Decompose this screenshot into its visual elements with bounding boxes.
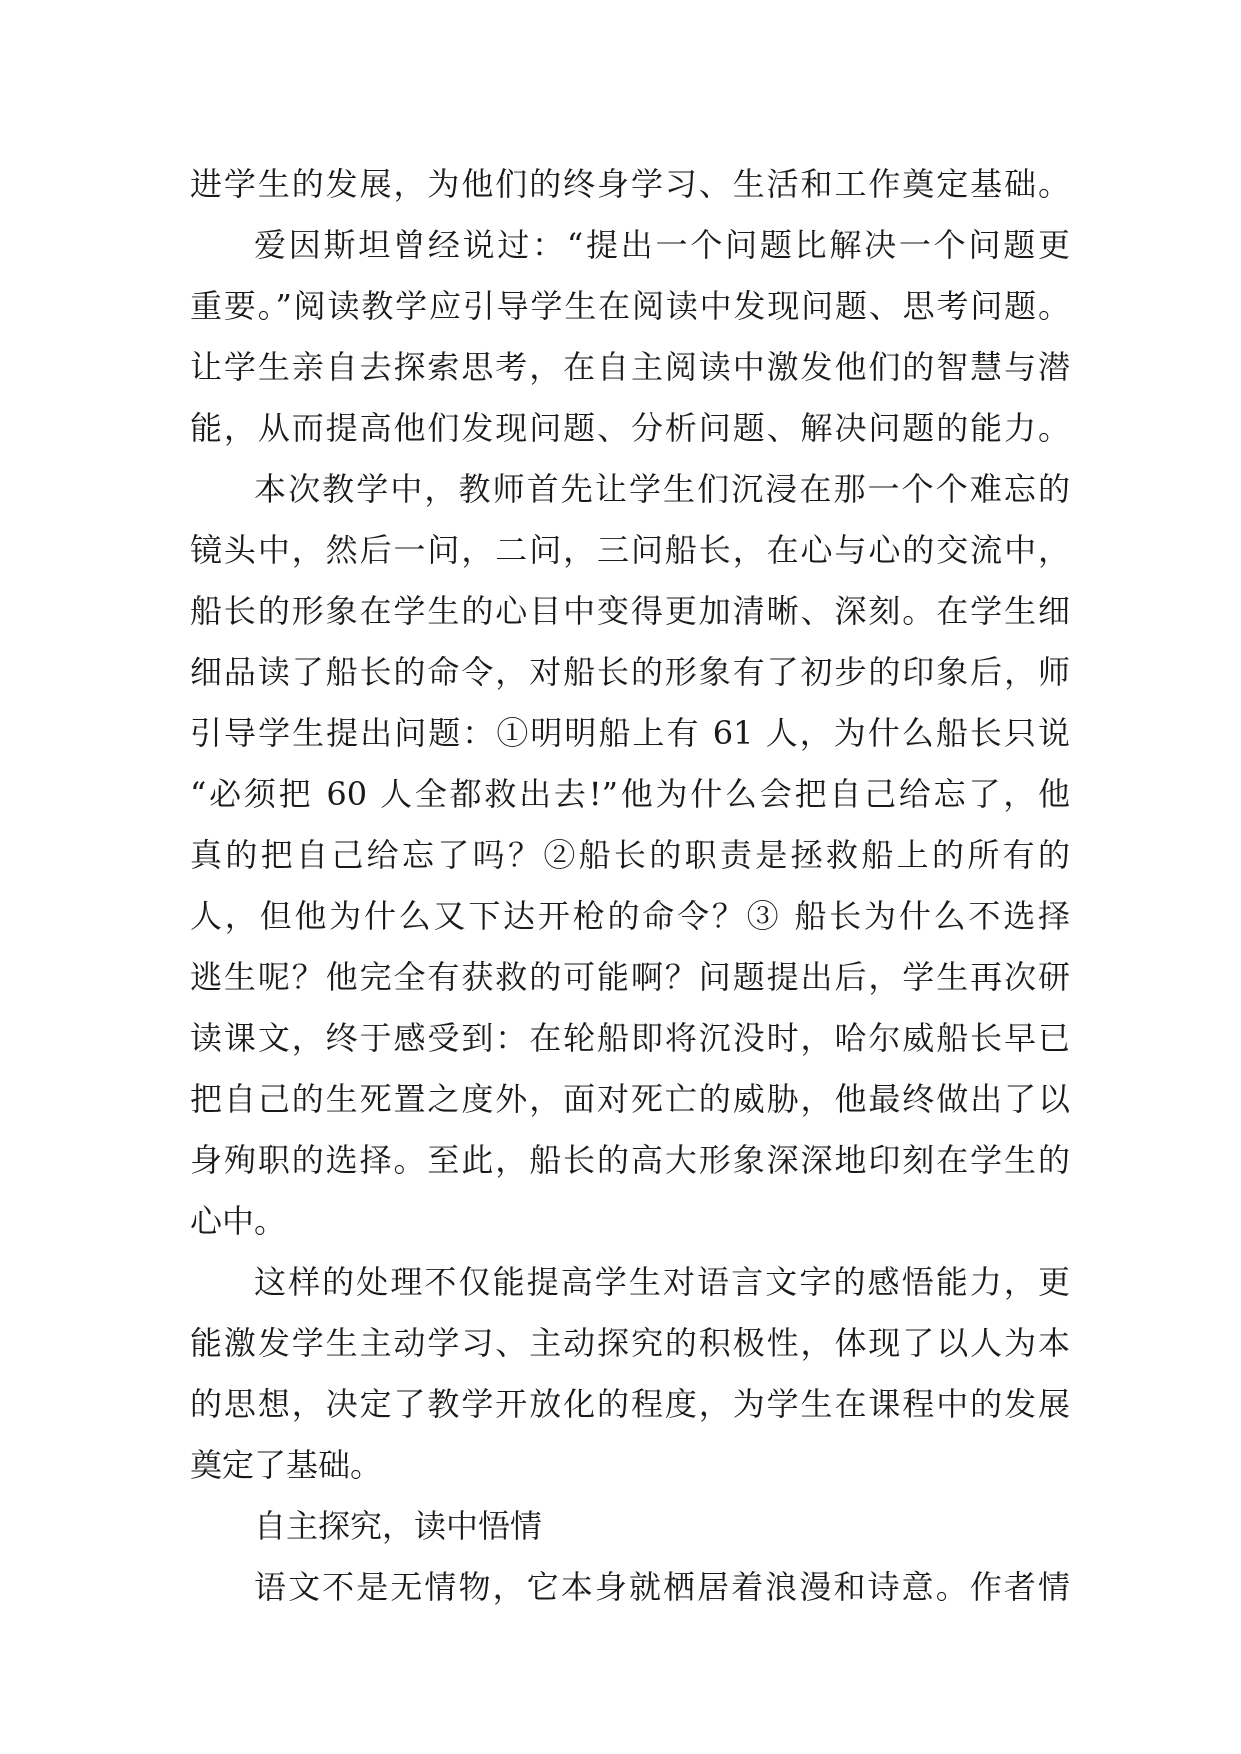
text-line: 把自己的生死置之度外，面对死亡的威胁，他最终做出了以 (190, 1080, 1070, 1118)
paragraph-first-line: 这样的处理不仅能提高学生对语言文字的感悟能力，更 (254, 1263, 1070, 1301)
paragraph-last-line: 奠定了基础。 (190, 1446, 383, 1484)
text-line: 让学生亲自去探索思考，在自主阅读中激发他们的智慧与潜 (190, 348, 1070, 386)
text-line: 的思想，决定了教学开放化的程度，为学生在课程中的发展 (190, 1385, 1070, 1423)
section-heading: 自主探究，读中悟情 (254, 1507, 543, 1545)
text-line: 进学生的发展，为他们的终身学习、生活和工作奠定基础。 (190, 165, 1070, 203)
paragraph-first-line: 语文不是无情物，它本身就栖居着浪漫和诗意。作者情 (254, 1568, 1070, 1606)
text-line: 能激发学生主动学习、主动探究的积极性，体现了以人为本 (190, 1324, 1070, 1362)
text-line: 能，从而提高他们发现问题、分析问题、解决问题的能力。 (190, 409, 1070, 447)
paragraph-first-line: 本次教学中，教师首先让学生们沉浸在那一个个难忘的 (254, 470, 1070, 508)
text-line: 细品读了船长的命令，对船长的形象有了初步的印象后，师 (190, 653, 1070, 691)
text-line: 人，但他为什么又下达开枪的命令？③ 船长为什么不选择 (190, 897, 1070, 935)
paragraph-last-line: 心中。 (190, 1202, 287, 1240)
paragraph-first-line: 爱因斯坦曾经说过：“提出一个问题比解决一个问题更 (254, 226, 1070, 264)
text-line: 重要。”阅读教学应引导学生在阅读中发现问题、思考问题。 (190, 287, 1070, 325)
text-line: 船长的形象在学生的心目中变得更加清晰、深刻。在学生细 (190, 592, 1070, 630)
text-line: 引导学生提出问题：①明明船上有 61 人，为什么船长只说 (190, 714, 1070, 752)
document-body (190, 154, 1070, 1618)
text-line: 真的把自己给忘了吗？②船长的职责是拯救船上的所有的 (190, 836, 1070, 874)
text-line: 身殉职的选择。至此，船长的高大形象深深地印刻在学生的 (190, 1141, 1070, 1179)
text-line: “必须把 60 人全都救出去!”他为什么会把自己给忘了，他 (190, 775, 1070, 813)
text-line: 逃生呢？他完全有获救的可能啊？问题提出后，学生再次研 (190, 958, 1070, 996)
text-line: 读课文，终于感受到：在轮船即将沉没时，哈尔威船长早已 (190, 1019, 1070, 1057)
text-line: 镜头中，然后一问，二问，三问船长，在心与心的交流中， (190, 531, 1070, 569)
